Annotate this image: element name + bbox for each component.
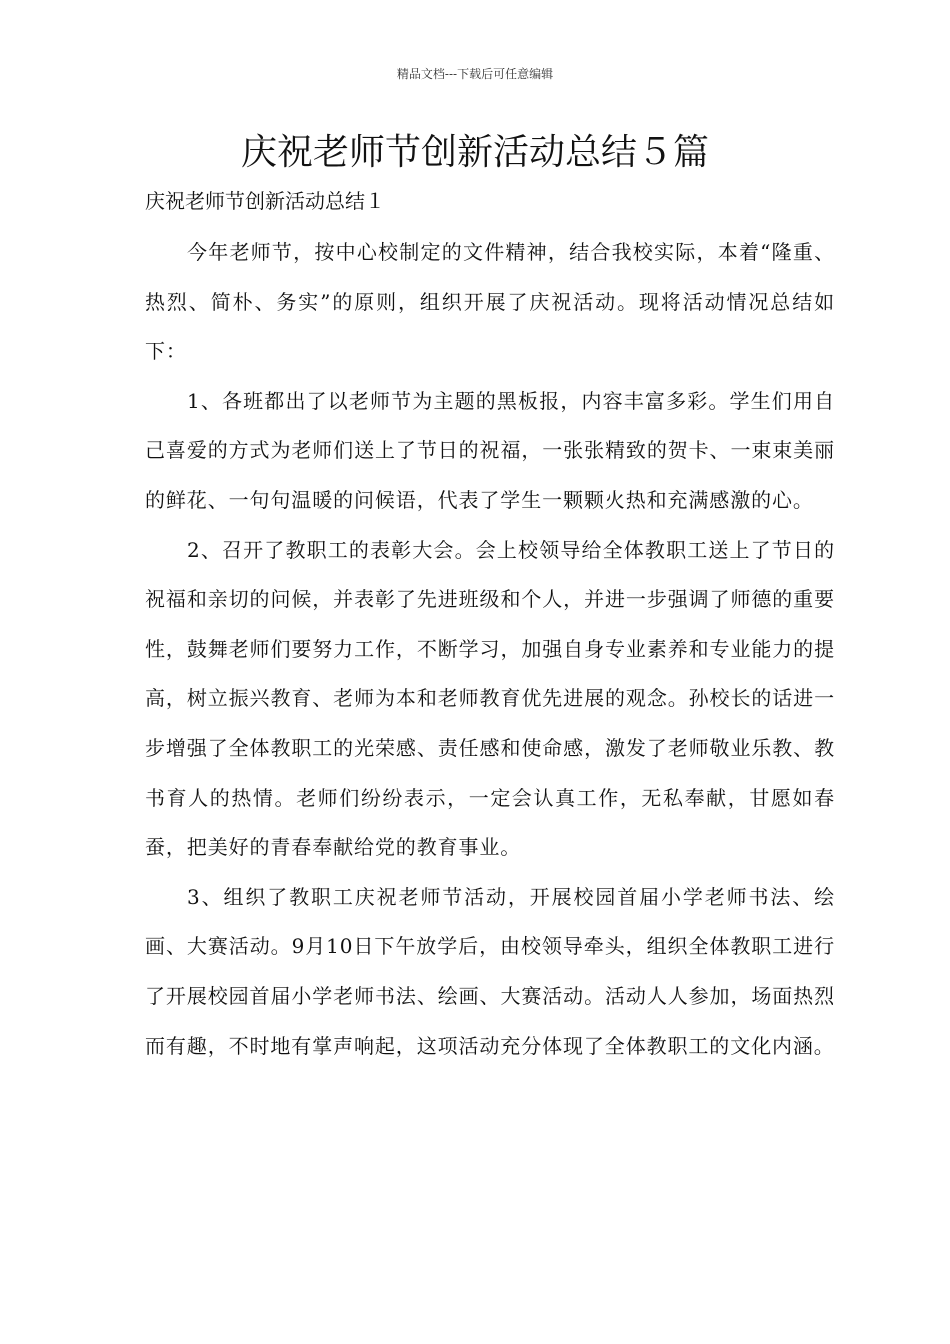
- section-subtitle: 庆祝老师节创新活动总结１: [145, 189, 385, 213]
- paragraph-intro: 今年老师节，按中心校制定的文件精神，结合我校实际，本着“隆重、热烈、简朴、务实”的原则，组织开展了庆祝活动。现将活动情况总结如下：: [145, 240, 835, 364]
- paragraph-item-2: 2、召开了教职工的表彰大会。会上校领导给全体教职工送上了节日的祝福和亲切的问候，并表彰了先进班级和个人，并进一步强调了师德的重要性，鼓舞老师们要努力工作，不断学习，加强自身专业素养和专业能力的提高，树立振兴教育、老师为本和老师教育优先进展的观念。孙校长的话进一步增强了全体教职工的光荣感、责任感和使命感，激发了老师敬业乐教、教书育人的热情。老师们纷纷表示，一定会认真工作，无私奉献，甘愿如春蚕，把美好的青春奉献给党的教育事业。: [145, 537, 835, 860]
- paragraph-item-1: 1、各班都出了以老师节为主题的黑板报，内容丰富多彩。学生们用自己喜爱的方式为老师们送上了节日的祝福，一张张精致的贺卡、一束束美丽的鲜花、一句句温暖的问候语，代表了学生一颗颗火热和充满感激的心。: [145, 388, 835, 512]
- document-title: 庆祝老师节创新活动总结５篇: [240, 132, 709, 173]
- page-header: 精品文档---下载后可任意编辑: [396, 67, 554, 81]
- paragraph-item-3: 3、组织了教职工庆祝老师节活动，开展校园首届小学老师书法、绘画、大赛活动。9月10日下午放学后，由校领导牵头，组织全体教职工进行了开展校园首届小学老师书法、绘画、大赛活动。活动人人参加，场面热烈而有趣，不时地有掌声响起，这项活动充分体现了全体教职工的文化内涵。: [145, 884, 835, 1058]
- document-body: [145, 228, 835, 1071]
